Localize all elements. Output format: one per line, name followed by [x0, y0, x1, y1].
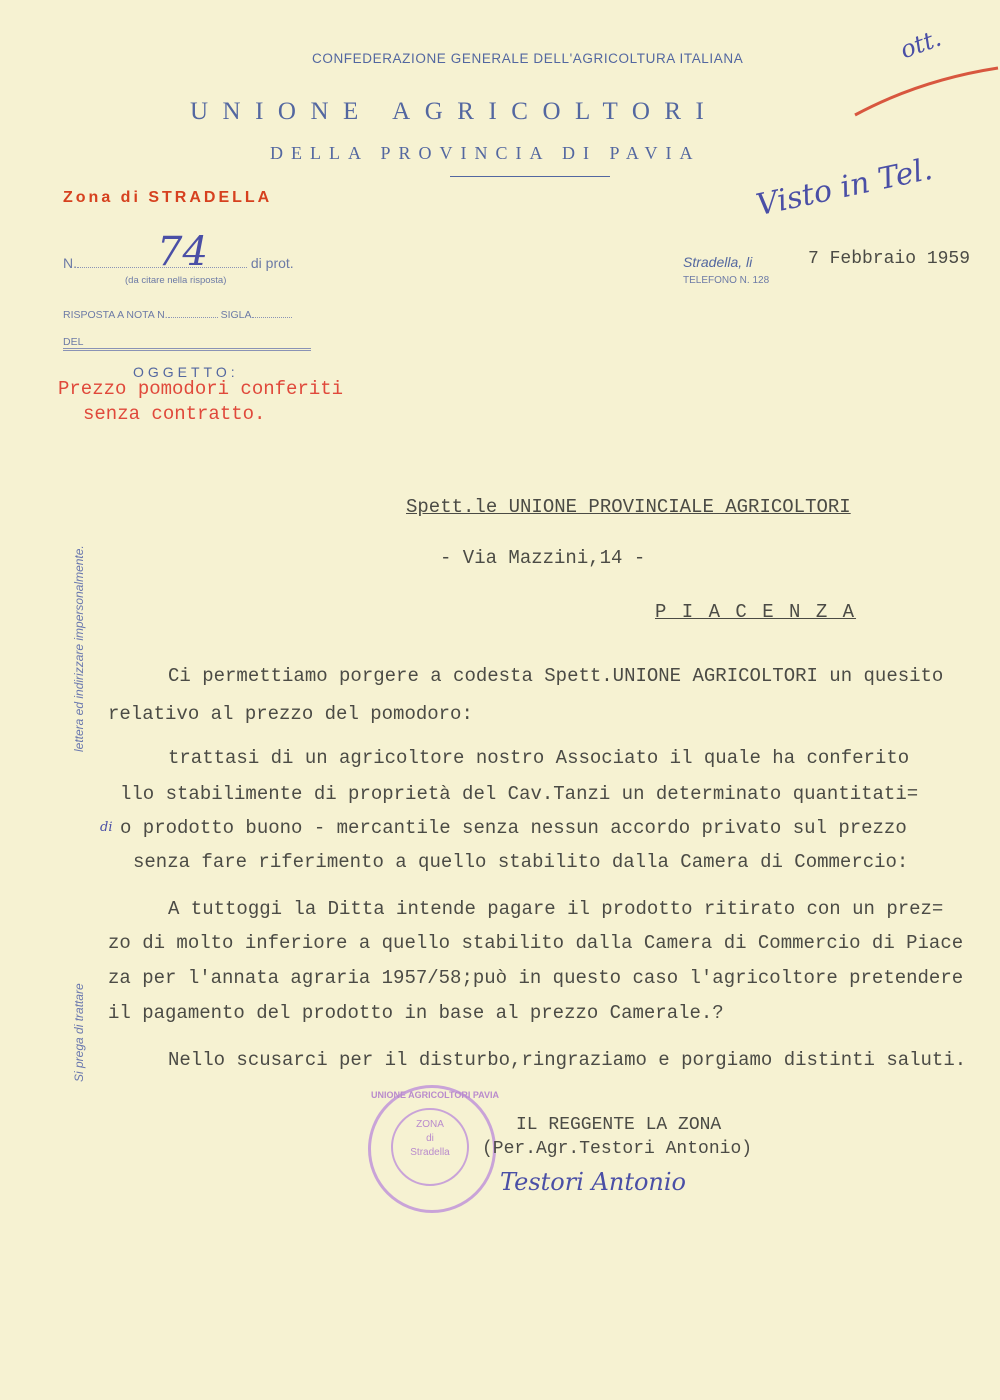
reply-label: RISPOSTA A NOTA N. — [63, 309, 168, 321]
handwritten-signature: Testori Antonio — [500, 1168, 686, 1196]
del-label: DEL — [63, 336, 84, 348]
stamp-center-2: di — [426, 1133, 434, 1144]
body-line: za per l'annata agraria 1957/58;può in questo caso l'agricoltore pretendere — [108, 967, 964, 989]
zone-label: Zona di STRADELLA — [63, 189, 273, 206]
margin-note-part1: Si prega di trattare — [72, 983, 86, 1082]
handwritten-insert: di — [100, 820, 113, 835]
red-pencil-stroke — [850, 60, 1000, 130]
del-line — [63, 336, 311, 351]
place-label: Stradella, li — [683, 254, 753, 270]
zone-stamp — [368, 1085, 500, 1213]
body-line: senza fare riferimento a quello stabilito dalla Camera di Commercio: — [133, 851, 909, 873]
protocol-line — [63, 229, 294, 275]
body-line: Ci permettiamo porgere a codesta Spett.UNIONE AGRICOLTORI un quesito — [168, 665, 944, 687]
margin-note-part2: lettera ed indirizzare impersonalmente. — [72, 545, 86, 752]
reply-line — [63, 309, 292, 321]
handwritten-note: Visto in Tel. — [753, 151, 936, 224]
body-line: relativo al prezzo del pomodoro: — [108, 703, 473, 725]
body-line: Nello scusarci per il disturbo,ringraziamo e porgiamo distinti saluti. — [168, 1049, 967, 1071]
recipient-line-2: - Via Mazzini,14 - — [440, 547, 646, 569]
protocol-note: (da citare nella risposta) — [125, 275, 227, 286]
subject-line-1: Prezzo pomodori conferiti — [58, 378, 344, 400]
body-line: llo stabilimente di proprietà del Cav.Tanzi un determinato quantitati= — [120, 783, 919, 805]
corner-mark: ott. — [896, 23, 945, 65]
province-name: DELLA PROVINCIA DI PAVIA — [270, 143, 701, 163]
body-line: trattasi di un agricoltore nostro Associato il quale ha conferito — [168, 747, 910, 769]
recipient-line-3: P I A C E N Z A — [655, 601, 857, 623]
body-line: zo di molto inferiore a quello stabilito dalla Camera di Commercio di Piace — [108, 932, 964, 954]
protocol-suffix: di prot. — [250, 255, 294, 271]
signature-title: IL REGGENTE LA ZONA — [516, 1115, 722, 1135]
protocol-n-label: N. — [63, 255, 77, 271]
date: 7 Febbraio 1959 — [808, 249, 971, 269]
subject-label: OGGETTO: — [133, 364, 239, 380]
confederation-heading: CONFEDERAZIONE GENERALE DELL'AGRICOLTURA ITALIANA — [312, 51, 744, 66]
organization-name: UNIONE AGRICOLTORI — [190, 98, 719, 125]
stamp-center-1: ZONA — [416, 1119, 444, 1130]
sigla-label: SIGLA — [220, 309, 252, 321]
stamp-center-3: Stradella — [410, 1147, 450, 1158]
subject-line-2: senza contratto. — [83, 403, 266, 425]
stamp-ring-text: UNIONE AGRICOLTORI PAVIA — [371, 1090, 500, 1100]
body-line: A tuttoggi la Ditta intende pagare il prodotto ritirato con un prez= — [168, 898, 944, 920]
recipient-line-1: Spett.le UNIONE PROVINCIALE AGRICOLTORI — [406, 496, 851, 518]
phone: TELEFONO N. 128 — [683, 275, 770, 286]
signature-name: (Per.Agr.Testori Antonio) — [482, 1139, 753, 1159]
ornament-divider — [450, 176, 610, 177]
body-line: il pagamento del prodotto in base al prezzo Camerale.? — [108, 1002, 724, 1024]
body-line: o prodotto buono - mercantile senza nessun accordo privato sul prezzo — [120, 817, 907, 839]
protocol-number: 74 — [157, 229, 208, 275]
